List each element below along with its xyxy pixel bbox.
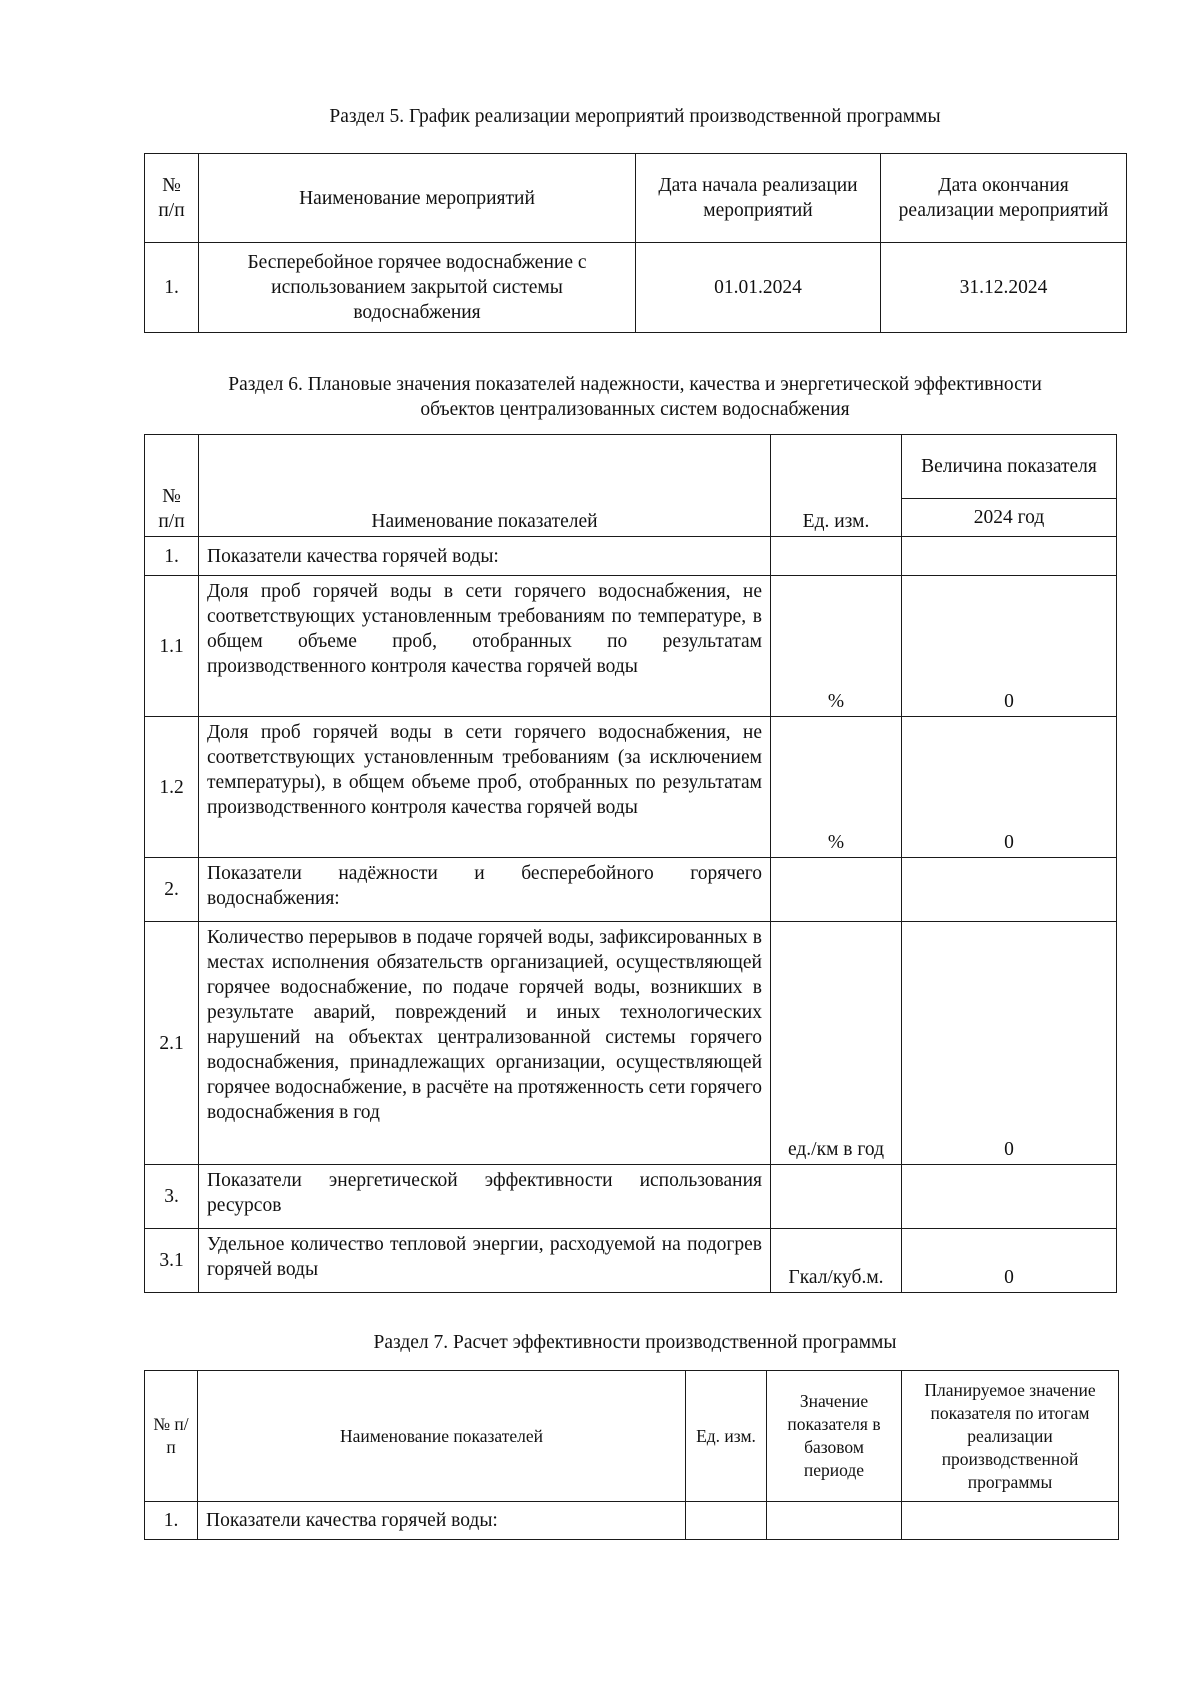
header-year: 2024 год bbox=[902, 499, 1117, 537]
header-num: № п/п bbox=[145, 1371, 198, 1502]
row-value: 0 bbox=[902, 717, 1117, 858]
table-row bbox=[145, 537, 1117, 576]
row-value bbox=[902, 858, 1117, 922]
row-num: 2.1 bbox=[145, 922, 199, 1165]
row-value: 0 bbox=[902, 1229, 1117, 1293]
row-name: Доля проб горячей воды в сети горячего водоснабжения, не соответствующих установленным требованиям по температуре, в общем объеме проб, отобранных по результатам производственного контроля качества горячей воды bbox=[199, 576, 771, 717]
row-planned-value bbox=[902, 1502, 1119, 1540]
row-num: 3.1 bbox=[145, 1229, 199, 1293]
section7-table bbox=[144, 1370, 1119, 1540]
row-name: Показатели надёжности и бесперебойного горячего водоснабжения: bbox=[199, 858, 771, 922]
row-num: 3. bbox=[145, 1165, 199, 1229]
row-unit bbox=[771, 1165, 902, 1229]
row-unit: ед./км в год bbox=[771, 922, 902, 1165]
table-row bbox=[145, 576, 1117, 717]
table-row bbox=[145, 1502, 1119, 1540]
row-value: 0 bbox=[902, 922, 1117, 1165]
section7-title: Раздел 7. Расчет эффективности производственной программы bbox=[373, 1332, 897, 1353]
row-name: Бесперебойное горячее водоснабжение с использованием закрытой системы водоснабжения bbox=[199, 243, 636, 333]
row-value: 0 bbox=[902, 576, 1117, 717]
table-header-row bbox=[145, 154, 1127, 243]
header-num: № п/п bbox=[145, 154, 199, 243]
row-name: Показатели качества горячей воды: bbox=[199, 537, 771, 576]
row-num: 1. bbox=[145, 537, 199, 576]
table-row bbox=[145, 1229, 1117, 1293]
header-start-date: Дата начала реализации мероприятий bbox=[636, 154, 881, 243]
row-value bbox=[902, 537, 1117, 576]
section6-title-line1: Раздел 6. Плановые значения показателей надежности, качества и энергетической эффективности bbox=[228, 374, 1042, 395]
row-end-date: 31.12.2024 bbox=[881, 243, 1127, 333]
row-name: Удельное количество тепловой энергии, расходуемой на подогрев горячей воды bbox=[199, 1229, 771, 1293]
table-row bbox=[145, 243, 1127, 333]
header-base-value: Значение показателя в базовом периоде bbox=[767, 1371, 902, 1502]
row-name: Показатели энергетической эффективности использования ресурсов bbox=[199, 1165, 771, 1229]
row-num: 1.1 bbox=[145, 576, 199, 717]
section6-title bbox=[140, 372, 1130, 422]
row-name: Доля проб горячей воды в сети горячего водоснабжения, не соответствующих установленным требованиям (за исключением температуры), в общем объеме проб, отобранных по результатам производственного контроля качества горячей воды bbox=[199, 717, 771, 858]
header-value: Величина показателя bbox=[902, 435, 1117, 499]
row-start-date: 01.01.2024 bbox=[636, 243, 881, 333]
row-unit bbox=[771, 537, 902, 576]
section6-table bbox=[144, 434, 1117, 1293]
header-unit: Ед. изм. bbox=[771, 435, 902, 537]
table-row bbox=[145, 922, 1117, 1165]
row-unit bbox=[686, 1502, 767, 1540]
header-num: № п/п bbox=[145, 435, 199, 537]
header-name: Наименование показателей bbox=[199, 435, 771, 537]
header-planned-value: Планируемое значение показателя по итогам реализации производственной программы bbox=[902, 1371, 1119, 1502]
row-num: 1.2 bbox=[145, 717, 199, 858]
row-num: 1. bbox=[145, 243, 199, 333]
row-base-value bbox=[767, 1502, 902, 1540]
row-unit bbox=[771, 858, 902, 922]
header-unit: Ед. изм. bbox=[686, 1371, 767, 1502]
row-unit: % bbox=[771, 576, 902, 717]
table-row bbox=[145, 858, 1117, 922]
header-name: Наименование показателей bbox=[198, 1371, 686, 1502]
header-name: Наименование мероприятий bbox=[199, 154, 636, 243]
table-header-row bbox=[145, 435, 1117, 499]
header-end-date: Дата окончания реализации мероприятий bbox=[881, 154, 1127, 243]
row-unit: Гкал/куб.м. bbox=[771, 1229, 902, 1293]
row-name: Показатели качества горячей воды: bbox=[198, 1502, 686, 1540]
section6-title-line2: объектов централизованных систем водоснабжения bbox=[420, 399, 850, 420]
row-value bbox=[902, 1165, 1117, 1229]
row-num: 2. bbox=[145, 858, 199, 922]
row-num: 1. bbox=[145, 1502, 198, 1540]
table-row bbox=[145, 717, 1117, 858]
table-row bbox=[145, 1165, 1117, 1229]
table-header-row bbox=[145, 1371, 1119, 1502]
section5-title: Раздел 5. График реализации мероприятий производственной программы bbox=[329, 106, 941, 127]
row-unit: % bbox=[771, 717, 902, 858]
row-name: Количество перерывов в подаче горячей воды, зафиксированных в местах исполнения обязательств организацией, осуществляющей горячее водоснабжение, по подаче горячей воды, возникших в результате аварий, повреждений и иных технологических нарушений на объектах централизованной системы горячего водоснабжения, принадлежащих организации, осуществляющей горячее водоснабжение, в расчёте на протяженность сети горячего водоснабжения в год bbox=[199, 922, 771, 1165]
section5-table bbox=[144, 153, 1127, 333]
